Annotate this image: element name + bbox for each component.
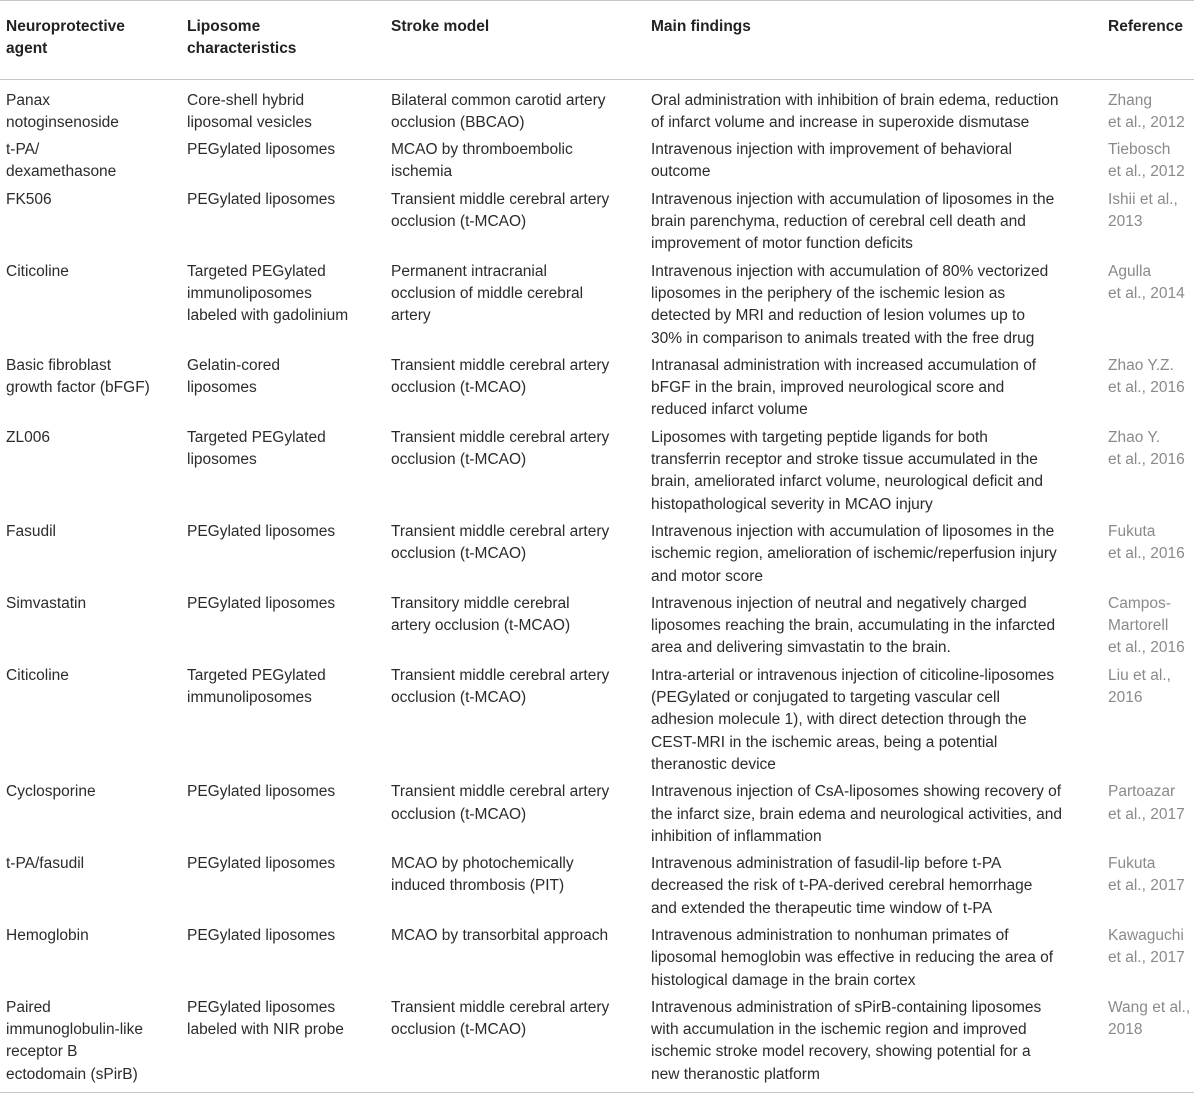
table-row <box>0 189 1194 261</box>
table-row <box>0 853 1194 925</box>
cell-stroke-model <box>385 925 645 997</box>
cell-liposome-line: PEGylated liposomes <box>187 190 336 208</box>
cell-main-findings-line: decreased the risk of t-PA-derived cerebral hemorrhage <box>651 877 1033 895</box>
cell-agent-line: ZL006 <box>6 428 50 446</box>
cell-liposome <box>181 593 385 665</box>
cell-main-findings-line: detected by MRI and reduction of lesion volumes up to <box>651 307 1025 325</box>
cell-agent <box>0 189 181 261</box>
cell-main-findings <box>645 853 1102 925</box>
cell-agent <box>0 79 181 139</box>
cell-stroke-model <box>385 997 645 1093</box>
cell-agent-line: Citicoline <box>6 262 69 280</box>
cell-main-findings-line: Liposomes with targeting peptide ligands for both <box>651 428 988 446</box>
cell-main-findings-line: area and delivering simvastatin to the brain. <box>651 639 951 657</box>
cell-main-findings-line: liposomes reaching the brain, accumulating in the infarcted <box>651 617 1056 635</box>
cell-liposome-line: liposomes <box>187 451 257 469</box>
cell-main-findings-line: histopathological severity in MCAO injury <box>651 495 933 513</box>
table-header <box>0 1 1194 80</box>
cell-stroke-model-line: ischemia <box>391 163 453 181</box>
table-row <box>0 781 1194 853</box>
cell-agent-line: Fasudil <box>6 522 56 540</box>
cell-liposome-line: PEGylated liposomes <box>187 522 336 540</box>
cell-liposome-line: PEGylated liposomes <box>187 998 336 1016</box>
cell-agent-line: Paired <box>6 998 51 1016</box>
cell-main-findings-line: Intra-arterial or intravenous injection of citicoline-liposomes <box>651 666 1055 684</box>
cell-main-findings-line: of infarct volume and increase in superoxide dismutase <box>651 113 1030 131</box>
cell-reference <box>1102 665 1194 781</box>
cell-main-findings-line: with accumulation in the ischemic region and improved <box>651 1021 1027 1039</box>
table-row <box>0 355 1194 427</box>
cell-reference-line: Liu et al., <box>1108 666 1171 684</box>
cell-stroke-model-line: Transitory middle cerebral <box>391 594 570 612</box>
cell-reference-line: Zhao Y. <box>1108 428 1161 446</box>
cell-main-findings <box>645 665 1102 781</box>
cell-liposome <box>181 925 385 997</box>
cell-agent-line: Panax <box>6 91 50 109</box>
cell-main-findings-line: brain parenchyma, reduction of cerebral cell death and <box>651 213 1026 231</box>
cell-reference-line: et al., 2017 <box>1108 805 1185 823</box>
cell-stroke-model <box>385 189 645 261</box>
cell-main-findings-line: and extended the therapeutic time window of t-PA <box>651 899 992 917</box>
cell-liposome-line: immunoliposomes <box>187 689 312 707</box>
cell-main-findings-line: Intravenous administration of sPirB-containing liposomes <box>651 998 1042 1016</box>
cell-reference <box>1102 997 1194 1093</box>
cell-reference <box>1102 781 1194 853</box>
cell-main-findings-line: and motor score <box>651 567 763 585</box>
cell-reference <box>1102 139 1194 189</box>
cell-reference <box>1102 521 1194 593</box>
cell-main-findings-line: Intravenous injection of CsA-liposomes showing recovery of <box>651 783 1062 801</box>
cell-agent-line: Citicoline <box>6 666 69 684</box>
cell-agent <box>0 781 181 853</box>
cell-main-findings-line: (PEGylated or conjugated to targeting vascular cell <box>651 689 1000 707</box>
cell-liposome <box>181 853 385 925</box>
cell-reference <box>1102 593 1194 665</box>
cell-reference-line: et al., 2014 <box>1108 284 1185 302</box>
cell-agent-line: Hemoglobin <box>6 926 89 944</box>
cell-liposome <box>181 781 385 853</box>
cell-reference-line: Zhang <box>1108 91 1152 109</box>
cell-agent <box>0 427 181 521</box>
cell-liposome-line: PEGylated liposomes <box>187 783 336 801</box>
table-body <box>0 79 1194 1092</box>
cell-reference-line: et al., 2016 <box>1108 379 1185 397</box>
cell-reference <box>1102 925 1194 997</box>
cell-main-findings-line: Intravenous administration of fasudil-lip before t-PA <box>651 855 1002 873</box>
cell-liposome-line: immunoliposomes <box>187 284 312 302</box>
cell-reference-line: et al., 2012 <box>1108 113 1185 131</box>
header-stroke-model: Stroke model <box>385 1 645 80</box>
cell-main-findings-line: 30% in comparison to animals treated with the free drug <box>651 329 1035 347</box>
cell-main-findings <box>645 781 1102 853</box>
cell-stroke-model-line: Bilateral common carotid artery <box>391 91 606 109</box>
cell-liposome <box>181 427 385 521</box>
cell-agent <box>0 997 181 1093</box>
cell-main-findings-line: inhibition of inflammation <box>651 827 822 845</box>
cell-liposome <box>181 355 385 427</box>
cell-stroke-model-line: artery <box>391 307 431 325</box>
cell-stroke-model-line: Transient middle cerebral artery <box>391 522 610 540</box>
header-liposome-characteristics: Liposome characteristics <box>181 1 385 80</box>
header-neuroprotective-agent: Neuroprotective agent <box>0 1 181 80</box>
cell-reference-line: Kawaguchi <box>1108 926 1184 944</box>
cell-liposome-line: PEGylated liposomes <box>187 594 336 612</box>
cell-reference-line: et al., 2012 <box>1108 163 1185 181</box>
cell-stroke-model-line: MCAO by thromboembolic <box>391 141 573 159</box>
table-row <box>0 521 1194 593</box>
cell-liposome-line: labeled with NIR probe <box>187 1021 344 1039</box>
cell-reference-line: et al., 2017 <box>1108 949 1185 967</box>
cell-liposome-line: Core-shell hybrid <box>187 91 305 109</box>
cell-main-findings-line: the infarct size, brain edema and neurological activities, and <box>651 805 1062 823</box>
cell-liposome-line: PEGylated liposomes <box>187 141 336 159</box>
cell-stroke-model-line: Transient middle cerebral artery <box>391 666 610 684</box>
cell-agent-line: Cyclosporine <box>6 783 96 801</box>
cell-agent-line: receptor B <box>6 1043 78 1061</box>
cell-stroke-model-line: MCAO by photochemically <box>391 855 574 873</box>
cell-main-findings-line: Intravenous injection with accumulation of liposomes in the <box>651 190 1055 208</box>
cell-agent <box>0 665 181 781</box>
cell-agent <box>0 853 181 925</box>
cell-main-findings <box>645 997 1102 1093</box>
cell-reference-line: Wang et al., <box>1108 998 1191 1016</box>
cell-reference-line: 2013 <box>1108 213 1143 231</box>
cell-agent-line: ectodomain (sPirB) <box>6 1065 138 1083</box>
cell-stroke-model-line: Transient middle cerebral artery <box>391 998 610 1016</box>
table-row <box>0 593 1194 665</box>
cell-reference-line: Campos- <box>1108 594 1171 612</box>
cell-stroke-model-line: occlusion of middle cerebral <box>391 284 584 302</box>
cell-main-findings-line: reduced infarct volume <box>651 401 808 419</box>
cell-reference <box>1102 853 1194 925</box>
cell-stroke-model-line: occlusion (t-MCAO) <box>391 1021 527 1039</box>
cell-main-findings-line: brain, ameliorated infarct volume, neurological deficit and <box>651 473 1044 491</box>
cell-liposome <box>181 521 385 593</box>
cell-stroke-model-line: Transient middle cerebral artery <box>391 356 610 374</box>
header-reference: Reference <box>1102 1 1194 80</box>
cell-main-findings <box>645 189 1102 261</box>
table-row <box>0 427 1194 521</box>
cell-reference-line: et al., 2016 <box>1108 451 1185 469</box>
cell-main-findings-line: improvement of motor function deficits <box>651 235 913 253</box>
table-row <box>0 261 1194 355</box>
cell-liposome-line: Targeted PEGylated <box>187 262 326 280</box>
table-row <box>0 997 1194 1093</box>
cell-reference-line: Agulla <box>1108 262 1152 280</box>
cell-agent-line: dexamethasone <box>6 163 117 181</box>
cell-agent <box>0 261 181 355</box>
cell-liposome-line: liposomal vesicles <box>187 113 312 131</box>
cell-agent <box>0 521 181 593</box>
cell-liposome-line: Gelatin-cored <box>187 356 281 374</box>
cell-main-findings-line: Oral administration with inhibition of brain edema, reduction <box>651 91 1059 109</box>
cell-liposome-line: Targeted PEGylated <box>187 428 326 446</box>
cell-main-findings-line: histological damage in the brain cortex <box>651 971 916 989</box>
cell-reference-line: Tiebosch <box>1108 141 1171 159</box>
cell-agent <box>0 925 181 997</box>
cell-liposome <box>181 139 385 189</box>
cell-agent-line: growth factor (bFGF) <box>6 379 150 397</box>
cell-reference-line: Ishii et al., <box>1108 190 1178 208</box>
cell-agent <box>0 139 181 189</box>
cell-stroke-model-line: Transient middle cerebral artery <box>391 428 610 446</box>
cell-main-findings <box>645 427 1102 521</box>
header-main-findings: Main findings <box>645 1 1102 80</box>
cell-main-findings-line: outcome <box>651 163 711 181</box>
cell-stroke-model-line: artery occlusion (t-MCAO) <box>391 617 571 635</box>
cell-reference-line: 2018 <box>1108 1021 1143 1039</box>
cell-main-findings <box>645 593 1102 665</box>
cell-liposome-line: PEGylated liposomes <box>187 926 336 944</box>
cell-agent-line: Basic fibroblast <box>6 356 112 374</box>
cell-stroke-model <box>385 79 645 139</box>
cell-reference-line: Fukuta <box>1108 522 1156 540</box>
cell-main-findings <box>645 261 1102 355</box>
cell-reference-line: et al., 2017 <box>1108 877 1185 895</box>
cell-reference <box>1102 79 1194 139</box>
cell-reference <box>1102 189 1194 261</box>
cell-agent-line: t-PA/fasudil <box>6 855 85 873</box>
cell-stroke-model-line: Transient middle cerebral artery <box>391 783 610 801</box>
cell-stroke-model-line: occlusion (BBCAO) <box>391 113 525 131</box>
cell-main-findings-line: ischemic stroke model recovery, showing potential for a <box>651 1043 1031 1061</box>
cell-stroke-model <box>385 139 645 189</box>
cell-stroke-model-line: occlusion (t-MCAO) <box>391 689 527 707</box>
cell-liposome-line: liposomes <box>187 379 257 397</box>
cell-stroke-model <box>385 853 645 925</box>
cell-reference-line: Zhao Y.Z. <box>1108 356 1174 374</box>
cell-reference <box>1102 427 1194 521</box>
cell-liposome <box>181 665 385 781</box>
cell-stroke-model <box>385 593 645 665</box>
cell-liposome <box>181 261 385 355</box>
cell-stroke-model <box>385 781 645 853</box>
table-row <box>0 665 1194 781</box>
cell-main-findings <box>645 355 1102 427</box>
cell-reference-line: et al., 2016 <box>1108 545 1185 563</box>
cell-main-findings <box>645 139 1102 189</box>
table-row <box>0 925 1194 997</box>
cell-stroke-model <box>385 355 645 427</box>
cell-agent-line: immunoglobulin-like <box>6 1021 143 1039</box>
cell-liposome <box>181 997 385 1093</box>
cell-agent-line: Simvastatin <box>6 594 87 612</box>
cell-stroke-model-line: occlusion (t-MCAO) <box>391 213 527 231</box>
cell-agent-line: FK506 <box>6 190 52 208</box>
cell-agent-line: t-PA/ <box>6 141 40 159</box>
cell-stroke-model-line: Permanent intracranial <box>391 262 547 280</box>
cell-main-findings-line: Intranasal administration with increased accumulation of <box>651 356 1037 374</box>
cell-main-findings-line: liposomes in the periphery of the ischemic lesion as <box>651 284 1006 302</box>
cell-reference-line: Fukuta <box>1108 855 1156 873</box>
cell-main-findings-line: liposomal hemoglobin was effective in reducing the area of <box>651 949 1054 967</box>
cell-main-findings-line: adhesion molecule 1), with direct detection through the <box>651 711 1027 729</box>
cell-main-findings <box>645 925 1102 997</box>
cell-main-findings-line: ischemic region, amelioration of ischemic/reperfusion injury <box>651 545 1057 563</box>
cell-agent <box>0 355 181 427</box>
cell-reference-line: 2016 <box>1108 689 1143 707</box>
cell-reference <box>1102 261 1194 355</box>
header-row <box>0 1 1194 80</box>
cell-main-findings-line: bFGF in the brain, improved neurological score and <box>651 379 1005 397</box>
cell-main-findings-line: Intravenous injection with accumulation of liposomes in the <box>651 522 1055 540</box>
cell-main-findings-line: transferrin receptor and stroke tissue accumulated in the <box>651 451 1038 469</box>
cell-stroke-model <box>385 665 645 781</box>
cell-main-findings-line: Intravenous administration to nonhuman primates of <box>651 926 1009 944</box>
cell-main-findings-line: CEST-MRI in the ischemic areas, being a potential <box>651 733 998 751</box>
cell-reference-line: et al., 2016 <box>1108 639 1185 657</box>
cell-agent-line: notoginsenoside <box>6 113 119 131</box>
cell-main-findings-line: Intravenous injection with accumulation of 80% vectorized <box>651 262 1049 280</box>
cell-main-findings-line: theranostic device <box>651 755 776 773</box>
cell-liposome-line: PEGylated liposomes <box>187 855 336 873</box>
cell-stroke-model <box>385 427 645 521</box>
cell-main-findings <box>645 79 1102 139</box>
cell-stroke-model <box>385 261 645 355</box>
cell-liposome <box>181 79 385 139</box>
cell-stroke-model-line: occlusion (t-MCAO) <box>391 545 527 563</box>
cell-stroke-model-line: Transient middle cerebral artery <box>391 190 610 208</box>
cell-reference-line: Martorell <box>1108 617 1169 635</box>
cell-stroke-model <box>385 521 645 593</box>
cell-liposome <box>181 189 385 261</box>
cell-main-findings-line: Intravenous injection with improvement of behavioral <box>651 141 1012 159</box>
cell-stroke-model-line: occlusion (t-MCAO) <box>391 451 527 469</box>
cell-reference-line: Partoazar <box>1108 783 1176 801</box>
cell-stroke-model-line: occlusion (t-MCAO) <box>391 379 527 397</box>
cell-stroke-model-line: occlusion (t-MCAO) <box>391 805 527 823</box>
cell-agent <box>0 593 181 665</box>
cell-stroke-model-line: MCAO by transorbital approach <box>391 926 609 944</box>
cell-liposome-line: labeled with gadolinium <box>187 307 349 325</box>
cell-main-findings-line: new theranostic platform <box>651 1065 820 1083</box>
cell-main-findings-line: Intravenous injection of neutral and negatively charged <box>651 594 1027 612</box>
cell-liposome-line: Targeted PEGylated <box>187 666 326 684</box>
table-row <box>0 79 1194 139</box>
cell-stroke-model-line: induced thrombosis (PIT) <box>391 877 565 895</box>
cell-main-findings <box>645 521 1102 593</box>
table-row <box>0 139 1194 189</box>
cell-reference <box>1102 355 1194 427</box>
